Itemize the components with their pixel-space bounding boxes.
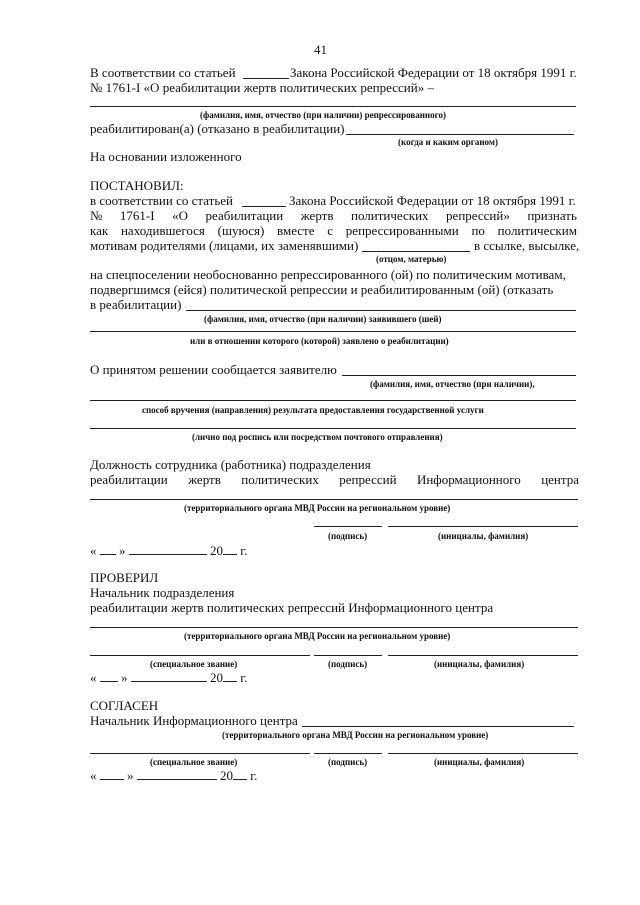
caption-employee-signature: (подпись) bbox=[328, 531, 368, 541]
date-close-quote: » bbox=[121, 670, 128, 685]
caption-father-mother: (отцом, матерью) bbox=[376, 254, 447, 264]
date-close-quote: » bbox=[119, 543, 126, 558]
word: центра bbox=[541, 472, 579, 487]
word: репрессий» bbox=[446, 208, 510, 223]
checked-initials-line bbox=[388, 655, 578, 656]
caption-notify-method: способ вручения (направления) результата предоставления государственной услуги bbox=[142, 405, 484, 415]
caption-fio-repressed: (фамилия, имя, отчество (при наличии) репрессированного) bbox=[200, 110, 446, 120]
fio-repressed-line bbox=[90, 106, 576, 107]
rehab-label: реабилитирован(а) (отказано в реабилитации) bbox=[90, 121, 345, 136]
resolution-heading: ПОСТАНОВИЛ: bbox=[90, 178, 184, 193]
checked-date bbox=[90, 670, 247, 686]
agreed-rank-line bbox=[90, 753, 310, 754]
word: политических bbox=[241, 472, 319, 487]
resolution-l1-a: в соответствии со статьей bbox=[90, 193, 233, 208]
word: по bbox=[471, 223, 485, 238]
date-year: 20 bbox=[210, 543, 223, 558]
caption-checked-rank: (специальное звание) bbox=[150, 659, 238, 669]
caption-notify-fio: (фамилия, имя, отчество (при наличии), bbox=[370, 379, 535, 389]
caption-notify-personal: (лично под роспись или посредством почтового отправления) bbox=[192, 432, 443, 442]
employee-line1: Должность сотрудника (работника) подразделения bbox=[90, 457, 371, 472]
resolution-l5: на спецпоселении необоснованно репрессированного (ой) по политическим мотивам, bbox=[90, 267, 566, 282]
employee-date bbox=[90, 543, 247, 559]
word: находившегося bbox=[120, 223, 205, 238]
father-mother-line bbox=[362, 251, 470, 252]
day-blank bbox=[100, 543, 116, 555]
resolution-article-blank bbox=[242, 206, 286, 207]
caption-employee-initials: (инициалы, фамилия) bbox=[438, 531, 529, 541]
date-close-quote: » bbox=[127, 768, 134, 783]
word: № bbox=[90, 208, 103, 223]
checked-heading: ПРОВЕРИЛ bbox=[90, 570, 159, 585]
caption-checked-initials: (инициалы, фамилия) bbox=[434, 659, 525, 669]
caption-checked-territorial: (территориального органа МВД России на региональном уровне) bbox=[184, 631, 451, 641]
month-blank bbox=[131, 670, 207, 682]
resolution-l4-a: мотивам родителями (лицами, их заменявшими) bbox=[90, 238, 359, 253]
caption-fio-applicant: (фамилия, имя, отчество (при наличии) заявившего (шей) bbox=[204, 314, 442, 324]
employee-signature-line bbox=[314, 526, 382, 527]
checked-line2: реабилитации жертв политических репрессий Информационного центра bbox=[90, 600, 494, 615]
caption-agreed-initials: (инициалы, фамилия) bbox=[434, 757, 525, 767]
checked-line1: Начальник подразделения bbox=[90, 585, 235, 600]
day-blank bbox=[100, 670, 118, 682]
agreed-line1: Начальник Информационного центра bbox=[90, 713, 298, 728]
notify-label: О принятом решении сообщается заявителю bbox=[90, 362, 337, 377]
resolution-l2 bbox=[90, 208, 577, 224]
word: политических bbox=[350, 208, 429, 223]
word: признать bbox=[527, 208, 577, 223]
word: репрессий bbox=[339, 472, 397, 487]
basis-text: На основании изложенного bbox=[90, 149, 242, 164]
date-suffix: г. bbox=[250, 768, 258, 783]
resolution-l4-b: в ссылке, высылке, bbox=[474, 238, 580, 253]
agreed-signature-line bbox=[314, 753, 382, 754]
month-blank bbox=[137, 768, 217, 780]
date-open-quote: « bbox=[90, 768, 97, 783]
date-year: 20 bbox=[220, 768, 233, 783]
month-blank bbox=[129, 543, 207, 555]
date-open-quote: « bbox=[90, 670, 97, 685]
word: Информационного bbox=[416, 472, 521, 487]
employee-line2 bbox=[90, 472, 579, 488]
page-number: 41 bbox=[314, 42, 327, 57]
caption-when: (когда и каким органом) bbox=[398, 137, 498, 147]
word: репрессированными bbox=[345, 223, 459, 238]
word: политическим bbox=[497, 223, 577, 238]
caption-employee-territorial: (территориального органа МВД России на региональном уровне) bbox=[184, 503, 451, 513]
resolution-l6: подвергшимся (ейся) политической репрессии и реабилитированным (ой) (отказать bbox=[90, 282, 554, 297]
word: жертв bbox=[300, 208, 334, 223]
day-blank bbox=[100, 768, 124, 780]
word: 1761-I bbox=[119, 208, 155, 223]
fio-applicant-line bbox=[186, 310, 576, 311]
in-respect-line bbox=[90, 331, 576, 332]
employee-territorial-line bbox=[90, 499, 578, 500]
notify-method-line bbox=[90, 400, 576, 401]
word: реабилитации bbox=[205, 208, 284, 223]
checked-signature-line bbox=[314, 655, 382, 656]
year-blank bbox=[223, 543, 237, 555]
word: (шуюся) bbox=[217, 223, 265, 238]
agreed-date bbox=[90, 768, 257, 784]
agreed-initials-line bbox=[388, 753, 578, 754]
intro-line2: № 1761-I «О реабилитации жертв политических репрессий» – bbox=[90, 80, 434, 95]
year-blank bbox=[233, 768, 247, 780]
resolution-l3 bbox=[90, 223, 577, 239]
word: жертв bbox=[188, 472, 221, 487]
resolution-l1-b: Закона Российской Федерации от 18 октября 1991 г. bbox=[289, 193, 576, 208]
agreed-heading: СОГЛАСЕН bbox=[90, 698, 159, 713]
rehab-line bbox=[346, 134, 574, 135]
caption-agreed-rank: (специальное звание) bbox=[150, 757, 238, 767]
agreed-center-line bbox=[302, 726, 574, 727]
year-blank bbox=[223, 670, 237, 682]
word: «О bbox=[172, 208, 188, 223]
employee-initials-line bbox=[388, 526, 578, 527]
caption-checked-signature: (подпись) bbox=[328, 659, 368, 669]
word: вместе bbox=[277, 223, 315, 238]
checked-rank-line bbox=[90, 655, 310, 656]
word: как bbox=[90, 223, 109, 238]
checked-territorial-line bbox=[90, 627, 578, 628]
notify-personal-line bbox=[90, 428, 576, 429]
caption-in-respect: или в отношении которого (которой) заявлено о реабилитации) bbox=[190, 336, 449, 346]
resolution-l7: в реабилитации) bbox=[90, 297, 182, 312]
intro-line1-b: Закона Российской Федерации от 18 октября 1991 г. bbox=[290, 65, 577, 80]
date-open-quote: « bbox=[90, 543, 97, 558]
date-suffix: г. bbox=[240, 543, 248, 558]
date-suffix: г. bbox=[240, 670, 248, 685]
notify-fio-line bbox=[342, 375, 576, 376]
word: с bbox=[327, 223, 334, 238]
article-blank bbox=[243, 78, 289, 79]
word: реабилитации bbox=[90, 472, 168, 487]
date-year: 20 bbox=[210, 670, 223, 685]
caption-agreed-territorial: (территориального органа МВД России на региональном уровне) bbox=[222, 730, 489, 740]
caption-agreed-signature: (подпись) bbox=[328, 757, 368, 767]
intro-line1-a: В соответствии со статьей bbox=[90, 65, 236, 80]
